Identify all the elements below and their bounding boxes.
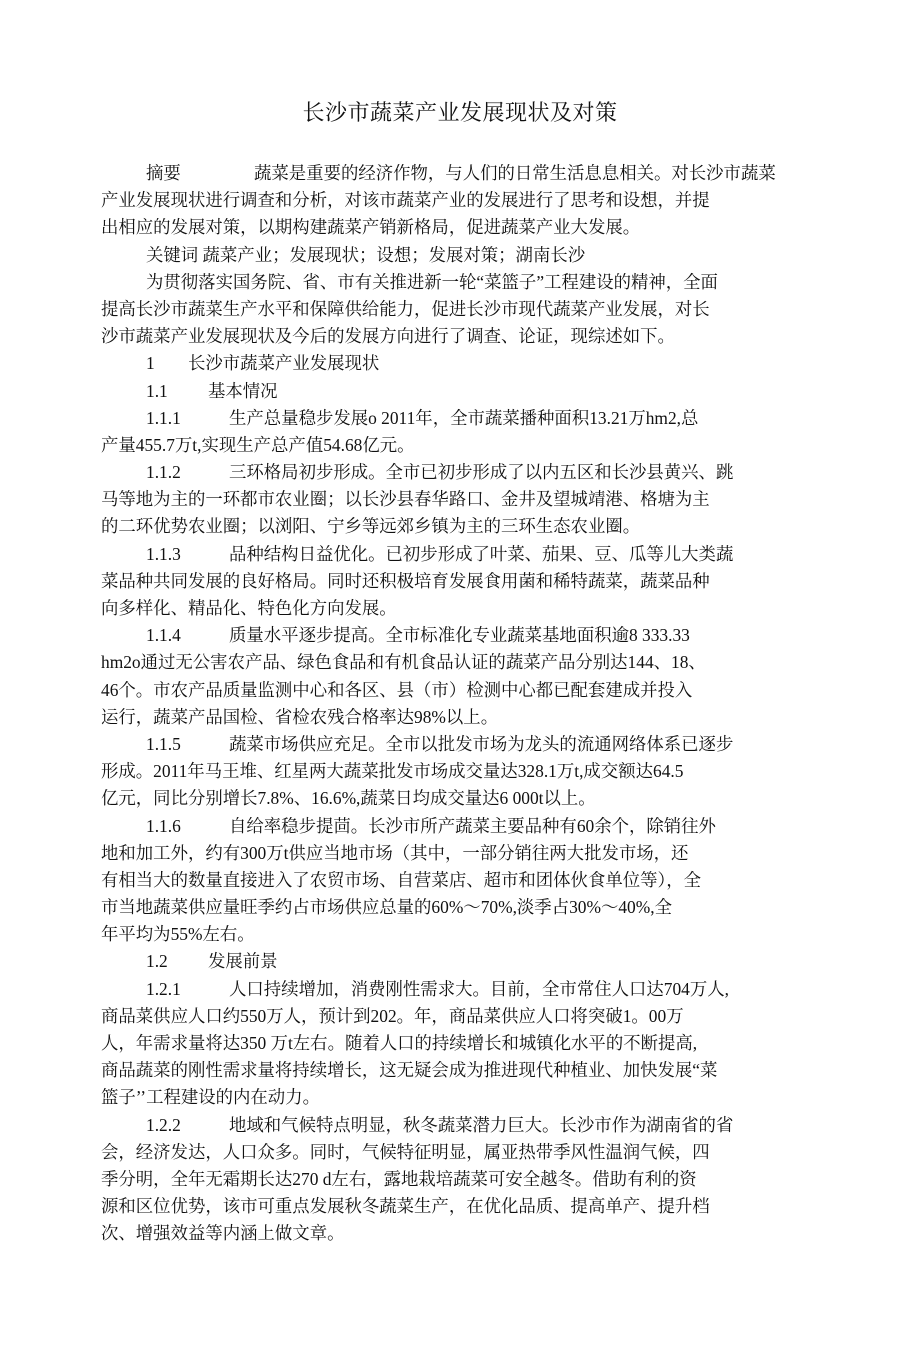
paragraph bbox=[101, 459, 831, 541]
line-text: 产量455.7万t,实现生产总产值54.68亿元。 bbox=[101, 434, 415, 455]
text-line bbox=[101, 1166, 831, 1193]
line-text: 地和加工外，约有300万t供应当地市场（其中，一部分销往两大批发市场，还 bbox=[101, 842, 689, 863]
text-line bbox=[101, 894, 831, 921]
text-line bbox=[101, 1003, 831, 1030]
line-text: 市当地蔬菜供应量旺季约占市场供应总量的60%〜70%,淡季占30%〜40%,全 bbox=[101, 897, 672, 918]
paragraph bbox=[101, 350, 831, 377]
text-line bbox=[101, 459, 831, 486]
text-line bbox=[101, 187, 831, 214]
line-text: 商品蔬菜的刚性需求量将持续增长，这无疑会成为推进现代种植业、加快发展“菜 bbox=[101, 1060, 718, 1081]
text-line bbox=[101, 242, 831, 269]
paragraph bbox=[101, 813, 831, 949]
text-line bbox=[101, 622, 831, 649]
text-line bbox=[101, 1139, 831, 1166]
text-line bbox=[101, 568, 831, 595]
paragraph bbox=[101, 541, 831, 623]
line-text: 46个。市农产品质量监测中心和各区、县（市）检测中心都已配套建成并投入 bbox=[101, 679, 693, 700]
line-text: 发展前景 bbox=[208, 951, 278, 972]
line-text: 人口持续增加，消费刚性需求大。目前，全市常住人口达704万人, bbox=[229, 978, 729, 999]
document-title: 长沙市蔬菜产业发展现状及对策 bbox=[302, 100, 618, 125]
line-text: 商品菜供应人口约550万人，预计到202。年，商品菜供应人口将突破1。00万 bbox=[101, 1005, 684, 1026]
text-line bbox=[101, 704, 831, 731]
line-text: 篮子’’工程建设的内在动力。 bbox=[101, 1087, 320, 1108]
text-line bbox=[101, 867, 831, 894]
text-line bbox=[101, 486, 831, 513]
line-text: 运行，蔬菜产品国检、省检农残合格率达98%以上。 bbox=[101, 706, 499, 727]
text-line bbox=[101, 1084, 831, 1111]
text-line bbox=[101, 976, 831, 1003]
text-line bbox=[101, 1193, 831, 1220]
section-number: 1.1.1 bbox=[146, 407, 181, 428]
line-text: 关键词 蔬菜产业；发展现状；设想；发展对策；湖南长沙 bbox=[146, 244, 586, 265]
text-line bbox=[101, 214, 831, 241]
text-line bbox=[101, 432, 831, 459]
line-text: hm2o通过无公害农产品、绿色食品和有机食品认证的蔬菜产品分别达144、18、 bbox=[101, 652, 706, 673]
text-line bbox=[101, 296, 831, 323]
line-text: 马等地为主的一环都市农业圈；以长沙县春华路口、金井及望城靖港、格塘为主 bbox=[101, 489, 710, 510]
line-text: 亿元，同比分别增长7.8%、16.6%,蔬菜日均成交量达6 000t以上。 bbox=[101, 788, 596, 809]
line-text: 品种结构日益优化。已初步形成了叶菜、茄果、豆、瓜等儿大类蔬 bbox=[229, 543, 734, 564]
text-line bbox=[101, 1057, 831, 1084]
document-body bbox=[101, 160, 831, 1248]
line-text: 形成。2011年马王堆、红星两大蔬菜批发市场成交量达328.1万t,成交额达64.5 bbox=[101, 761, 684, 782]
paragraph bbox=[101, 622, 831, 731]
section-number: 1.1.4 bbox=[146, 625, 181, 646]
line-text: 出相应的发展对策，以期构建蔬菜产销新格局，促进蔬菜产业大发展。 bbox=[101, 217, 641, 238]
section-number: 1.1.6 bbox=[146, 815, 181, 836]
paragraph bbox=[101, 160, 831, 242]
line-text: 向多样化、精品化、特色化方向发展。 bbox=[101, 598, 397, 618]
text-line bbox=[101, 541, 831, 568]
line-text: 生产总量稳步发展o 2011年，全市蔬菜播种面积13.21万hm2,总 bbox=[229, 407, 699, 428]
text-line bbox=[101, 405, 831, 432]
line-text: 产业发展现状进行调查和分析，对该市蔬菜产业的发展进行了思考和设想，并提 bbox=[101, 190, 710, 211]
text-line bbox=[101, 731, 831, 758]
paragraph bbox=[101, 731, 831, 813]
paragraph bbox=[101, 948, 831, 975]
text-line bbox=[101, 269, 831, 296]
line-text: 有相当大的数量直接进入了农贸市场、自营菜店、超市和团体伙食单位等），全 bbox=[101, 869, 701, 890]
line-text: 的二环优势农业圈；以浏阳、宁乡等远郊乡镇为主的三环生态农业圈。 bbox=[101, 516, 641, 537]
line-text: 蔬菜市场供应充足。全市以批发市场为龙头的流通网络体系已逐步 bbox=[229, 733, 734, 754]
text-line bbox=[101, 921, 831, 948]
text-line bbox=[101, 840, 831, 867]
line-text: 蔬菜是重要的经济作物，与人们的日常生活息息相关。对长沙市蔬菜 bbox=[254, 163, 776, 183]
line-text: 人，年需求量将达350 万t左右。随着人口的持续增长和城镇化水平的不断提高, bbox=[101, 1033, 698, 1053]
line-text: 沙市蔬菜产业发展现状及今后的发展方向进行了调查、论证，现综述如下。 bbox=[101, 326, 675, 347]
text-line bbox=[101, 649, 831, 676]
section-number: 1.2.2 bbox=[146, 1114, 181, 1135]
paragraph bbox=[101, 378, 831, 405]
section-number: 1.1 bbox=[146, 380, 168, 401]
line-text: 提高长沙市蔬菜生产水平和保障供给能力，促进长沙市现代蔬菜产业发展，对长 bbox=[101, 298, 710, 319]
text-line bbox=[101, 513, 831, 540]
text-line bbox=[101, 1112, 831, 1139]
line-text: 长沙市蔬菜产业发展现状 bbox=[188, 353, 380, 374]
section-number: 1.1.3 bbox=[146, 543, 181, 564]
section-number: 1.2 bbox=[146, 951, 168, 972]
section-number: 1.1.2 bbox=[146, 462, 181, 483]
line-text: 质量水平逐步提高。全市标准化专业蔬菜基地面积逾8 333.33 bbox=[229, 625, 690, 646]
line-text: 季分明，全年无霜期长达270 d左右，露地栽培蔬菜可安全越冬。借助有利的资 bbox=[101, 1168, 697, 1189]
text-line bbox=[101, 378, 831, 405]
paragraph bbox=[101, 1112, 831, 1248]
paragraph bbox=[101, 242, 831, 269]
paragraph bbox=[101, 269, 831, 351]
text-line bbox=[101, 160, 831, 187]
section-number: 1 bbox=[146, 353, 155, 374]
text-line bbox=[101, 1220, 831, 1247]
line-text: 会，经济发达，人口众多。同时，气候特征明显，属亚热带季风性温润气候，四 bbox=[101, 1141, 710, 1162]
text-line bbox=[101, 813, 831, 840]
section-number: 1.1.5 bbox=[146, 733, 181, 754]
text-line bbox=[101, 350, 831, 377]
line-text: 基本情况 bbox=[208, 380, 278, 401]
paragraph bbox=[101, 976, 831, 1112]
line-text: 自给率稳步提茴。长沙市所产蔬菜主要品种有60余个，除销往外 bbox=[229, 815, 716, 836]
text-line bbox=[101, 595, 831, 622]
text-line bbox=[101, 323, 831, 350]
line-text: 菜品种共同发展的良好格局。同时还积极培育发展食用菌和稀特蔬菜，蔬菜品种 bbox=[101, 570, 710, 591]
text-line bbox=[101, 677, 831, 704]
text-line bbox=[101, 948, 831, 975]
section-number: 1.2.1 bbox=[146, 978, 181, 999]
line-text: 为贯彻落实国务院、省、市有关推进新一轮“菜篮子”工程建设的精神，全面 bbox=[146, 271, 718, 292]
text-line bbox=[101, 758, 831, 785]
line-text: 年平均为55%左右。 bbox=[101, 924, 255, 945]
line-text: 次、增强效益等内涵上做文章。 bbox=[101, 1223, 345, 1244]
text-line bbox=[101, 785, 831, 812]
paragraph bbox=[101, 405, 831, 459]
line-text: 地域和气候特点明显，秋冬蔬菜潜力巨大。长沙市作为湖南省的省 bbox=[229, 1114, 734, 1135]
text-line bbox=[101, 1030, 831, 1057]
line-text: 三环格局初步形成。全市已初步形成了以内五区和长沙县黄兴、跳 bbox=[229, 462, 734, 483]
section-number: 摘要 bbox=[146, 163, 181, 183]
line-text: 源和区位优势，该市可重点发展秋冬蔬菜生产，在优化品质、提高单产、提升档 bbox=[101, 1196, 710, 1217]
